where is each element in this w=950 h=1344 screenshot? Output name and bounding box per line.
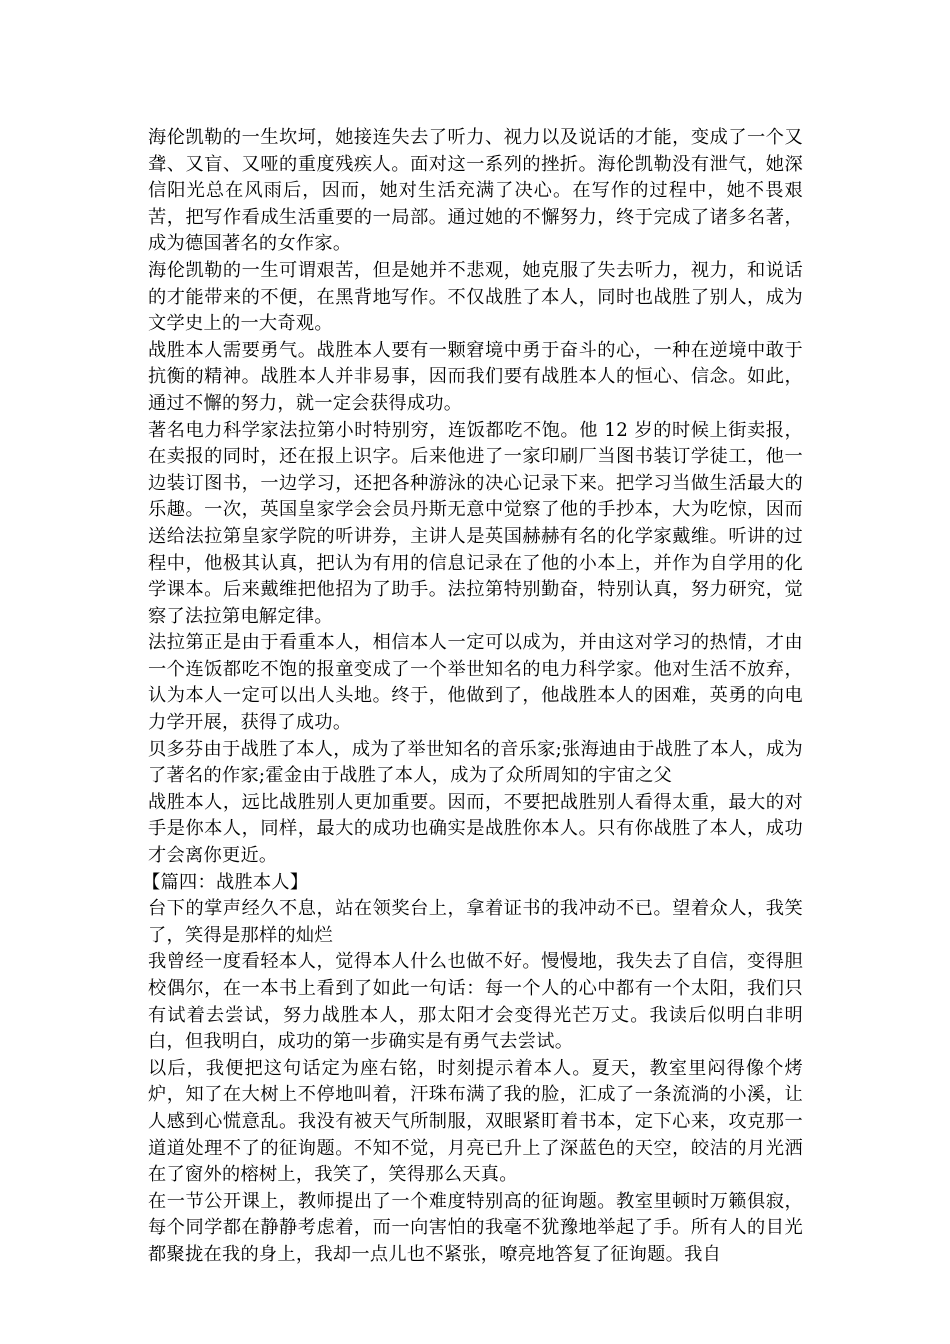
paragraph-faraday-1: 著名电力科学家法拉第小时特别穷，连饭都吃不饱。他 12 岁的时候上街卖报，在卖报的同时，还在报上识字。后来他进了一家印刷厂当图书装订学徒工，他一边装订图书，一边学习，还把各种游泳的决心记录下来。把学习当做生活最大的乐趣。一次，英国皇家学会会员丹斯无意中觉察了他的手抄本，大为吃惊，因而送给法拉第皇家学院的听讲券，主讲人是英国赫赫有名的化学家戴维。听讲的过程中，他极其认真，把认为有用的信息记录在了他的小本上，并作为自学用的化学课本。后来戴维把他招为了助手。法拉第特别勤奋，特别认真，努力研究，觉察了法拉第电解定律。 bbox=[148, 419, 803, 627]
document-body bbox=[142, 125, 803, 1269]
paragraph-motto: 以后，我便把这句话定为座右铭，时刻提示着本人。夏天，教室里闷得像个烤炉，知了在大树上不停地叫着，汗珠布满了我的脸，汇成了一条流淌的小溪，让人感到心慌意乱。我没有被天气所制服，双眼紧盯着书本，定下心来，攻克那一道道处理不了的征询题。不知不觉，月亮已升上了深蓝色的天空，皎洁的月光洒在了窗外的榕树上，我笑了，笑得那么天真。 bbox=[148, 1057, 803, 1186]
paragraph-helen-keller-1: 海伦凯勒的一生坎坷，她接连失去了听力、视力以及说话的才能，变成了一个又聋、又盲、又哑的重度残疾人。面对这一系列的挫折。海伦凯勒没有泄气，她深信阳光总在风雨后，因而，她对生活充满了决心。在写作的过程中，她不畏艰苦，把写作看成生活重要的一局部。通过她的不懈努力，终于完成了诸多名著，成为德国著名的女作家。 bbox=[148, 127, 803, 255]
paragraph-courage: 战胜本人需要勇气。战胜本人要有一颗窘境中勇于奋斗的心，一种在逆境中敢于抗衡的精神。战胜本人并非易事，因而我们要有战胜本人的恒心、信念。如此，通过不懈的努力，就一定会获得成功。 bbox=[148, 339, 803, 414]
section-heading: 【篇四：战胜本人】 bbox=[142, 871, 309, 893]
paragraph-faraday-2: 法拉第正是由于看重本人，相信本人一定可以成为，并由这对学习的热情，才由一个连饭都吃不饱的报童变成了一个举世知名的电力科学家。他对生活不放弃，认为本人一定可以出人头地。终于，他做到了，他战胜本人的困难，英勇的向电力学开展，获得了成功。 bbox=[148, 632, 803, 734]
paragraph-examples: 贝多芬由于战胜了本人，成为了举世知名的音乐家;张海迪由于战胜了本人，成为了著名的作家;霍金由于战胜了本人，成为了众所周知的宇宙之父 bbox=[148, 738, 803, 787]
paragraph-helen-keller-2: 海伦凯勒的一生可谓艰苦，但是她并不悲观，她克服了失去听力，视力，和说话的才能带来的不便，在黑背地写作。不仅战胜了本人，同时也战胜了别人，成为文学史上的一大奇观。 bbox=[148, 259, 803, 335]
paragraph-conclusion: 战胜本人，远比战胜别人更加重要。因而，不要把战胜别人看得太重，最大的对手是你本人，同样，最大的成功也确实是战胜你本人。只有你战胜了本人，成功才会离你更近。 bbox=[148, 791, 803, 867]
paragraph-applause: 台下的掌声经久不息，站在领奖台上，拿着证书的我冲动不已。望着众人，我笑了，笑得是那样的灿烂 bbox=[148, 898, 803, 946]
paragraph-open-class: 在一节公开课上，教师提出了一个难度特别高的征询题。教室里顿时万籁俱寂，每个同学都在静静考虑着，而一向害怕的我毫不犹豫地举起了手。所有人的目光都聚拢在我的身上，我却一点儿也不紧张，嘹亮地答复了征询题。我自 bbox=[148, 1190, 803, 1265]
paragraph-self-doubt: 我曾经一度看轻本人，觉得本人什么也做不好。慢慢地，我失去了自信，变得胆校偶尔，在一本书上看到了如此一句话：每一个人的心中都有一个太阳，我们只有试着去尝试，努力战胜本人，那太阳才会变得光芒万丈。我读后似明白非明白，但我明白，成功的第一步确实是有勇气去尝试。 bbox=[148, 951, 803, 1053]
